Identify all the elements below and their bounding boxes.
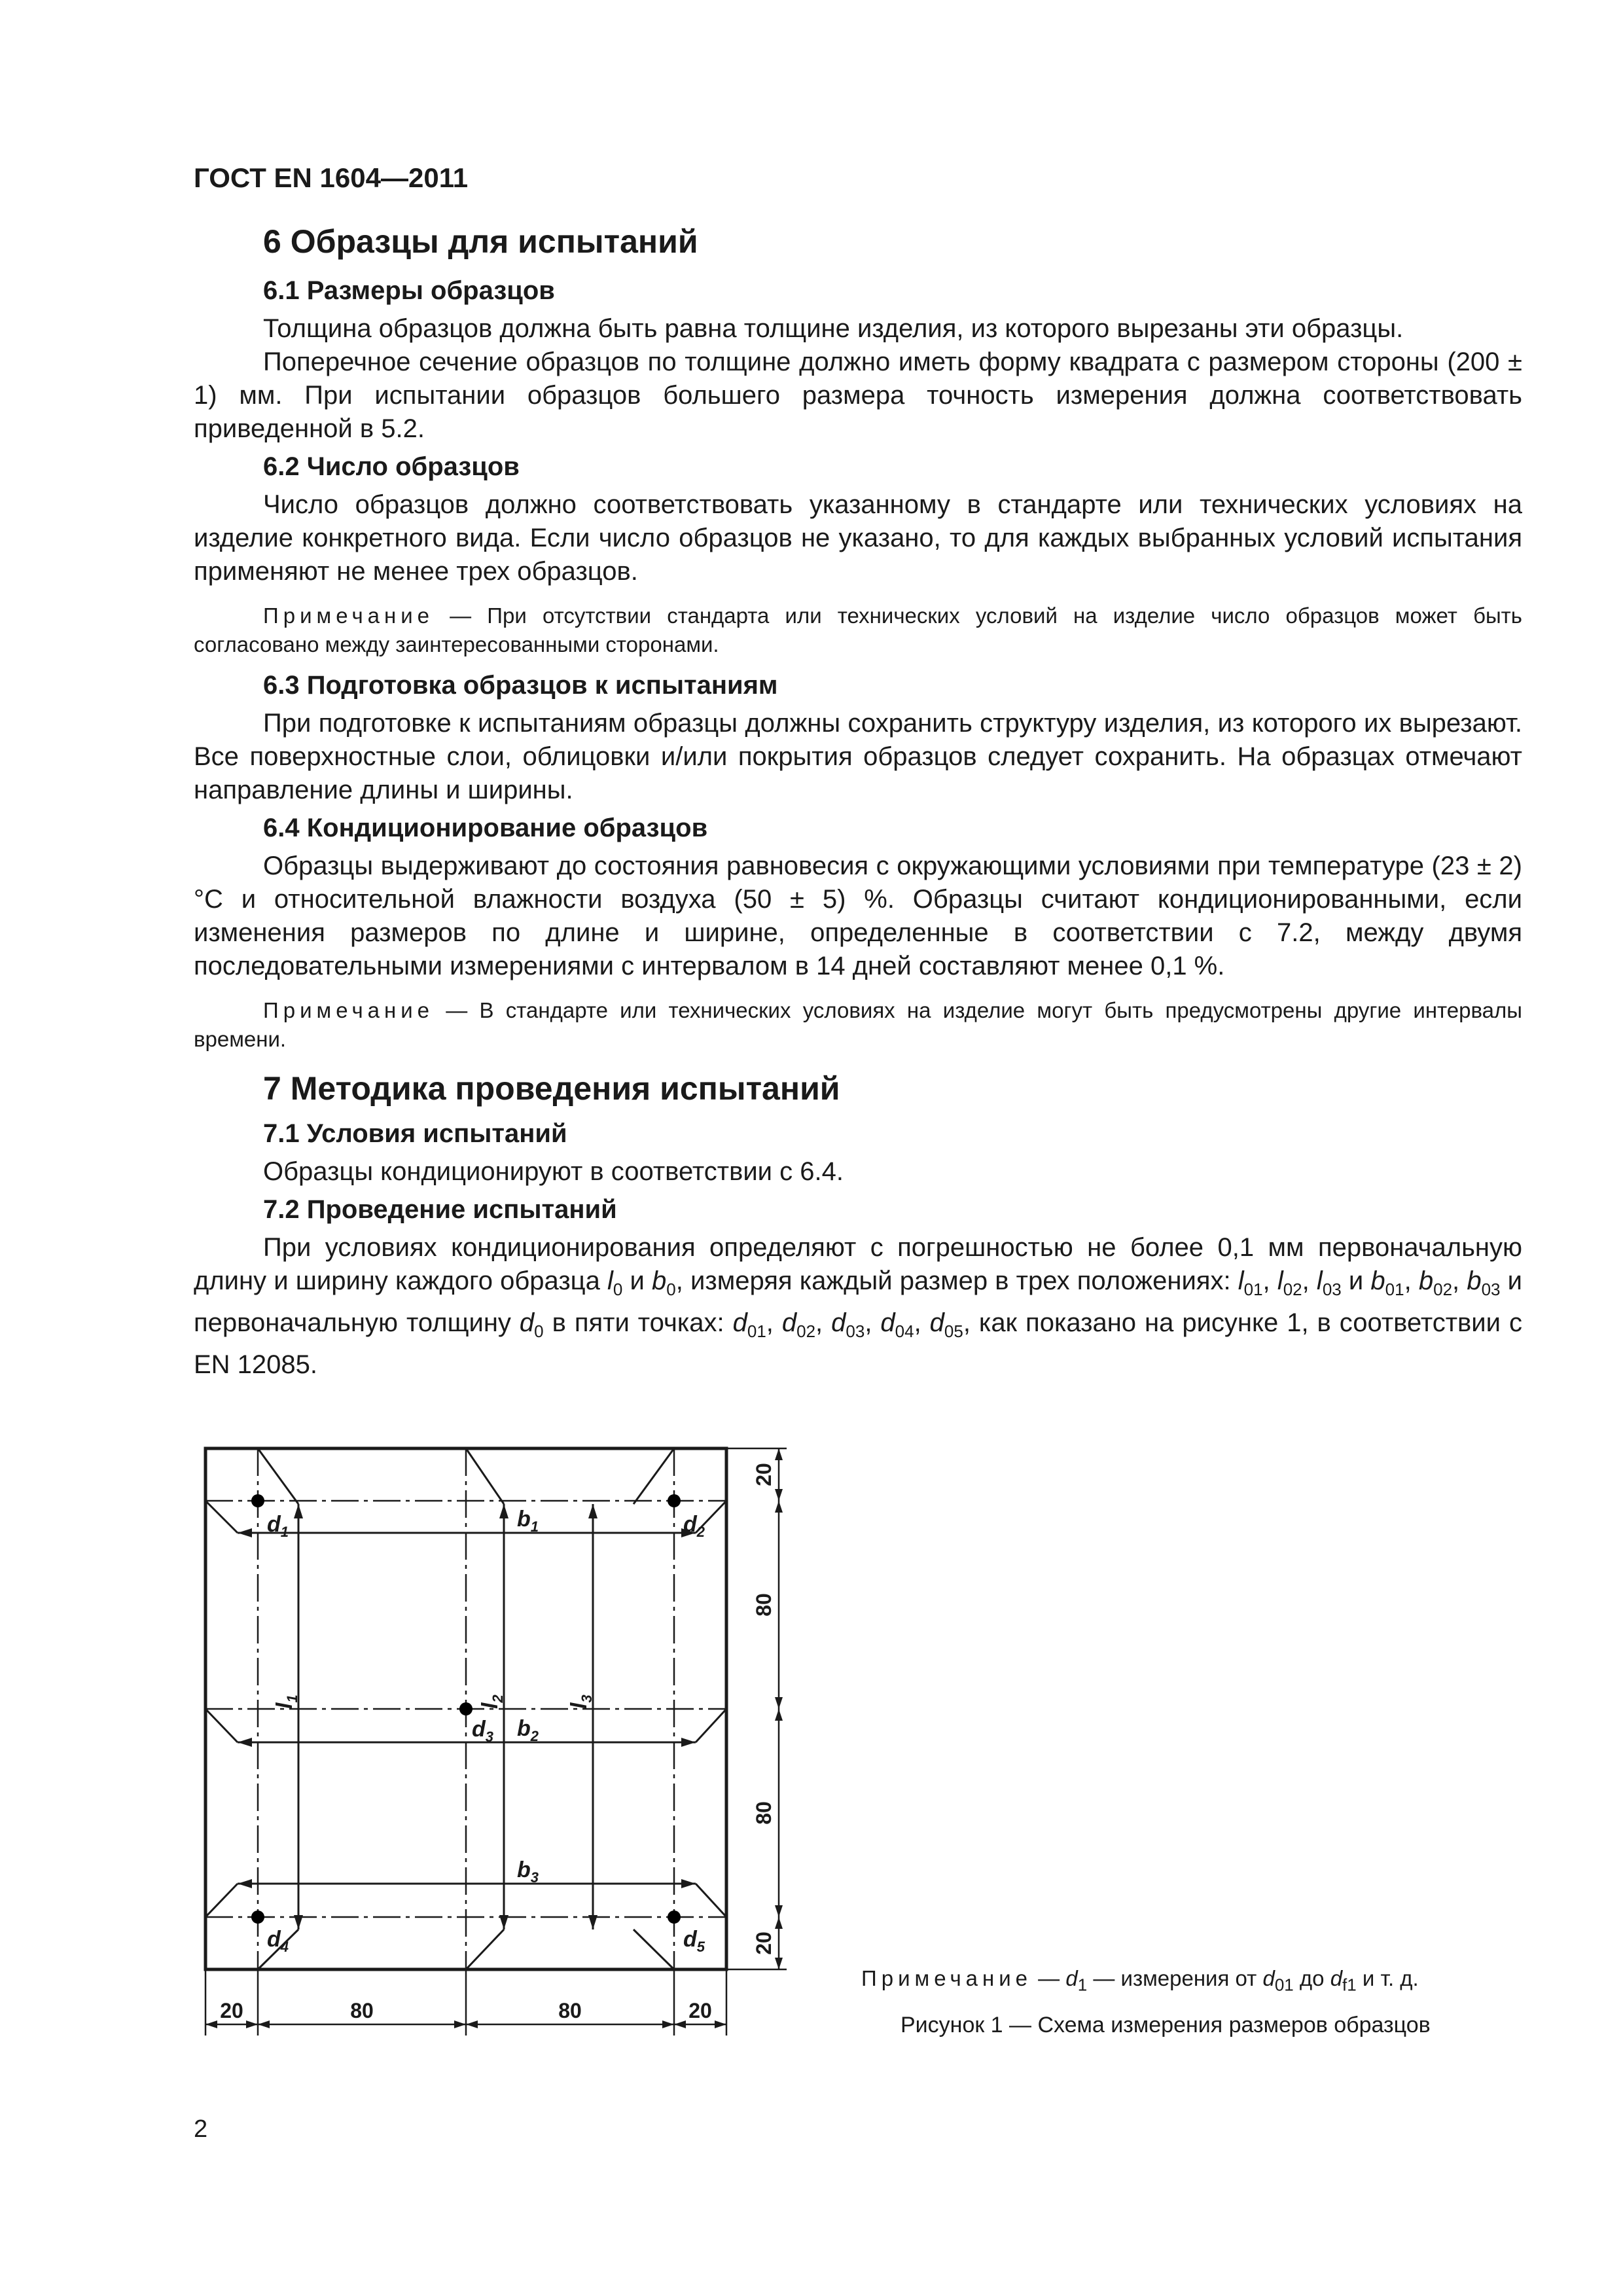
note-text: — В стандарте или технических условиях на изделие могут быть предусмотрены другие интервалы времени. — [194, 998, 1522, 1051]
point-d5 — [668, 1910, 681, 1924]
note-text: — При отсутствии стандарта или технических условий на изделие число образцов может быть согласовано между заинтересованными сторонами. — [194, 603, 1522, 656]
point-d3 — [459, 1702, 473, 1715]
label-d4: $d_4$ — [267, 1927, 289, 1955]
document-body — [194, 223, 1522, 1382]
label-l2: $l_2$ — [478, 1695, 506, 1709]
text-run: — измерения от — [1087, 1966, 1263, 1990]
dim-bottom-4: 20 — [688, 1999, 712, 2022]
page-number: 2 — [194, 2115, 208, 2143]
section-6-4-paragraph-1: Образцы выдерживают до состояния равновесия с окружающими условиями при температуре (23 ± 2) °С и относительной влажности воздуха (50 ± 5) %. Образцы считают кондиционированными, если изменения размеров по длине и ширине, определенные в соответствии с 7.2, между двумя последовательными измерениями с интервалом в 14 дней составляют менее 0,1 %. — [194, 852, 1522, 980]
dim-right-3: 80 — [752, 1801, 776, 1825]
label-d2: $d_2$ — [683, 1512, 705, 1540]
section-6-2-heading: 6.2 Число образцов — [263, 452, 520, 481]
text-run: в пяти точках: — [543, 1308, 733, 1337]
note-label: Примечание — [263, 603, 435, 628]
section-6-1-heading: 6.1 Размеры образцов — [263, 276, 555, 305]
dim-right-4: 20 — [752, 1931, 776, 1955]
text-run: , измеряя каждый размер в трех положениях: — [675, 1266, 1238, 1295]
section-7-title: 7 Методика проведения испытаний — [263, 1070, 840, 1107]
note-label: Примечание — [263, 998, 435, 1022]
label-b2: $b_2$ — [517, 1716, 539, 1744]
text-run: и т. д. — [1356, 1966, 1419, 1990]
section-7-2-paragraph-1: При условиях кондиционирования определяют с погрешностью не более 0,1 мм первоначальную длину и ширину каждого образца $l_0$ и $b_0$, измеряя каждый размер в трех положениях: $l_{01}$, $l_{02}$, $l_{03}$ и $b_{01}$, $b_{02}$, $b_{03}$ и первоначальную толщину $d_0$ в пяти точках: $d_{01}$, $d_{02}$, $d_{03}$, $d_{04}$, $d_{05}$, как показано на рисунке 1, в соответствии с EN 12085. — [194, 1233, 1522, 1379]
section-6-title: 6 Образцы для испытаний — [263, 223, 698, 260]
label-d1: $d_1$ — [267, 1512, 289, 1540]
section-7-1-paragraph-1: Образцы кондиционируют в соответствии с 6.4. — [263, 1157, 844, 1186]
text-run: , как показано на рисунке 1, в соответствии с EN 12085. — [194, 1308, 1522, 1379]
text-run: и первоначальную толщину — [194, 1266, 1522, 1337]
label-b3: $b_3$ — [517, 1857, 539, 1886]
document-standard-code: ГОСТ EN 1604—2011 — [194, 162, 469, 193]
dim-bottom-2: 80 — [350, 1999, 374, 2022]
label-b1: $b_1$ — [517, 1507, 539, 1535]
dim-right-2: 80 — [752, 1593, 776, 1617]
dim-right-1: 20 — [752, 1463, 776, 1486]
specimen-measurement-diagram — [194, 1437, 809, 2052]
section-6-1-paragraph-1: Толщина образцов должна быть равна толщине изделия, из которого вырезаны эти образцы. — [263, 314, 1404, 343]
section-6-2-note — [194, 601, 1522, 659]
label-d5: $d_5$ — [683, 1927, 705, 1955]
section-6-4-heading: 6.4 Кондиционирование образцов — [263, 814, 708, 842]
label-d3: $d_3$ — [472, 1717, 494, 1745]
text-run: до — [1293, 1966, 1330, 1990]
section-6-3-heading: 6.3 Подготовка образцов к испытаниям — [263, 671, 778, 700]
section-6-2-paragraph-1: Число образцов должно соответствовать указанному в стандарте или технических условиях на изделие конкретного вида. Если число образцов не указано, то для каждых выбранных условий испытания применяют не менее трех образцов. — [194, 490, 1522, 586]
text-run: — — [1032, 1966, 1066, 1990]
label-l1: $l_1$ — [272, 1695, 300, 1709]
section-6-4-note — [194, 996, 1522, 1054]
figure-note: Примечание — $d_1$ — измерения от $d_{01}$ до $d_{f1}$ и т. д. — [861, 1966, 1419, 1995]
section-6-3-paragraph-1: При подготовке к испытаниям образцы должны сохранить структуру изделия, из которого их вырезают. Все поверхностные слои, облицовки и/или покрытия образцов следует сохранить. На образцах отмечают направление длины и ширины. — [194, 709, 1522, 804]
section-6-1-paragraph-2: Поперечное сечение образцов по толщине должно иметь форму квадрата с размером стороны (200 ± 1) мм. При испытании образцов большего размера точность измерения должна соответствовать приведенной в 5.2. — [194, 348, 1522, 443]
section-7-2-heading: 7.2 Проведение испытаний — [263, 1195, 617, 1224]
point-d4 — [251, 1910, 264, 1924]
note-label: Примечание — [861, 1966, 1033, 1990]
point-d2 — [668, 1494, 681, 1507]
point-d1 — [251, 1494, 264, 1507]
figure-caption: Рисунок 1 — Схема измерения размеров образцов — [901, 2013, 1431, 2037]
dim-bottom-1: 20 — [220, 1999, 243, 2022]
section-7-1-heading: 7.1 Условия испытаний — [263, 1119, 567, 1148]
dim-bottom-3: 80 — [558, 1999, 582, 2022]
label-l3: $l_3$ — [567, 1695, 595, 1709]
text-run: При условиях кондиционирования определяют с погрешностью не более 0,1 мм первоначальную длину и ширину каждого образца — [194, 1233, 1522, 1295]
